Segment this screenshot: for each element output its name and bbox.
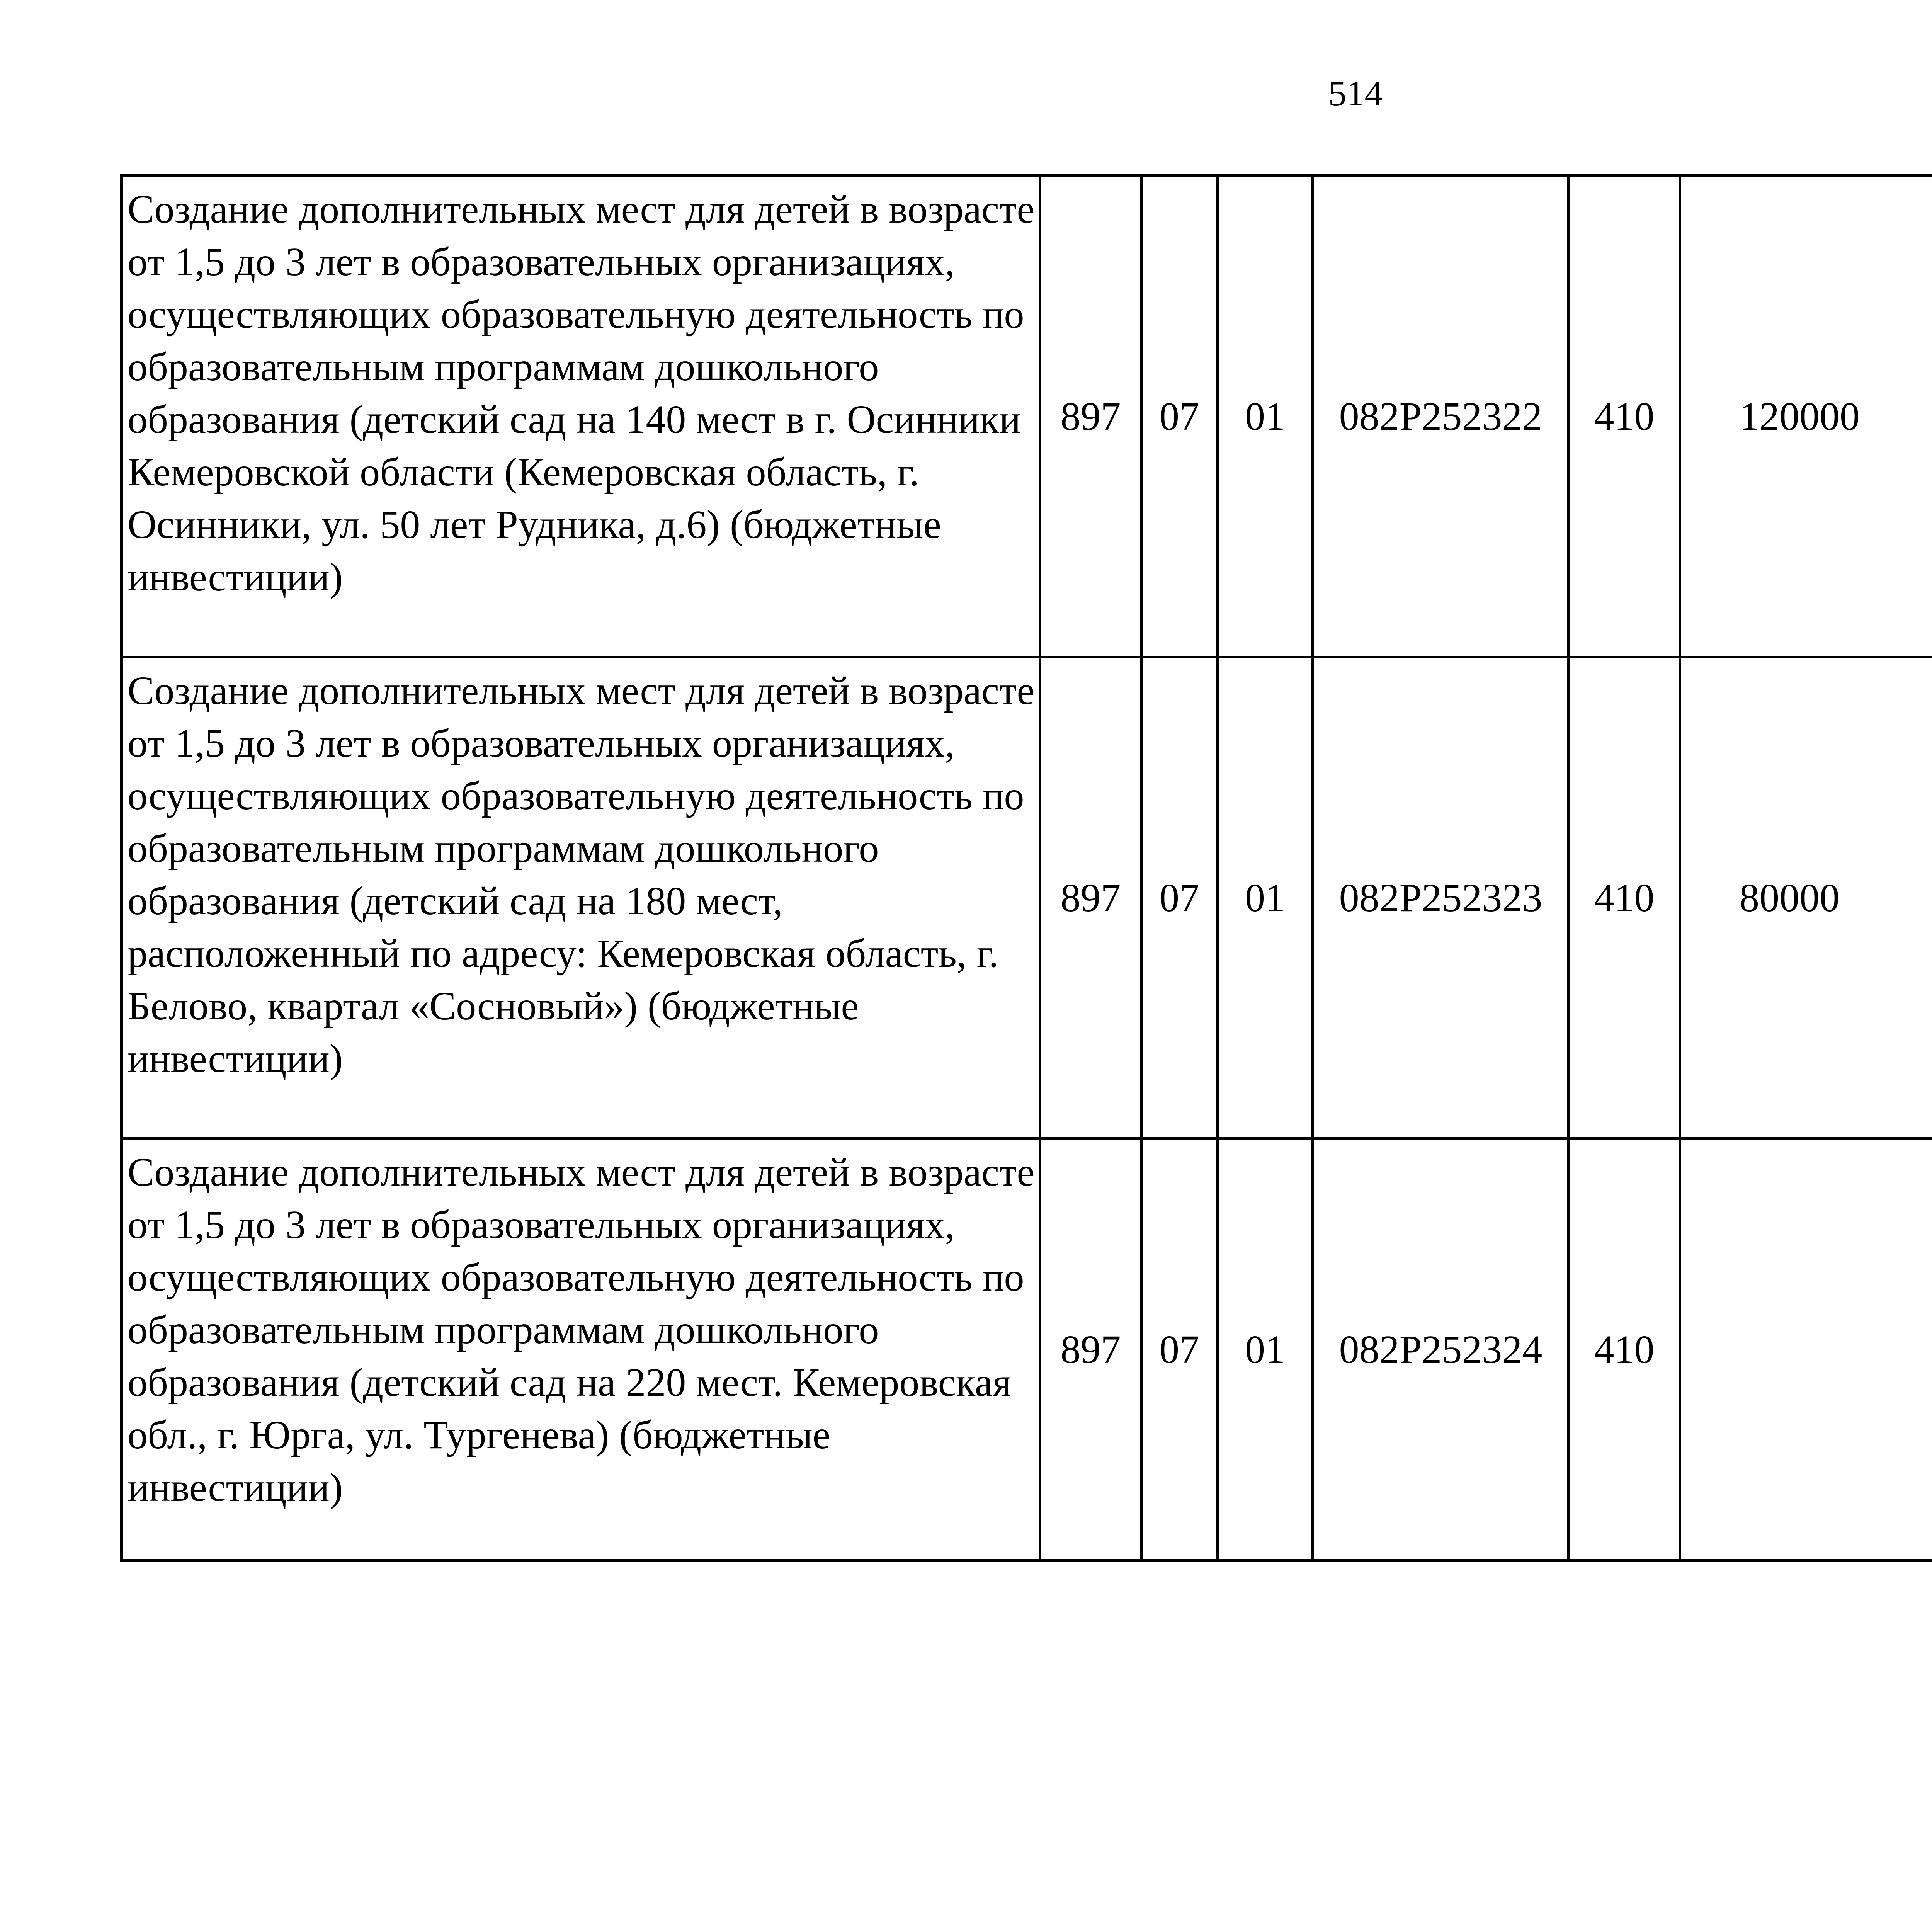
budget-table: [120, 174, 1932, 1562]
table-row: [122, 657, 1932, 1139]
expense-type-code: 410: [1569, 1139, 1680, 1561]
table-row: [122, 1139, 1932, 1561]
amount-year-1: 120000: [1680, 176, 1932, 657]
row-description: Создание дополнительных мест для детей в возрасте от 1,5 до 3 лет в образовательных организациях, осуществляющих образовательную деятельность по образовательным программам дошкольного образования (детский сад на 180 мест, расположенный по адресу: Кемеровская область, г. Белово, квартал «Сосновый») (бюджетные инвестиции): [122, 657, 1040, 1139]
expense-type-code: 410: [1569, 176, 1680, 657]
ministry-code: 897: [1040, 1139, 1141, 1561]
subsection-code: 01: [1218, 657, 1313, 1139]
row-description: Создание дополнительных мест для детей в возрасте от 1,5 до 3 лет в образовательных организациях, осуществляющих образовательную деятельность по образовательным программам дошкольного образования (детский сад на 220 мест. Кемеровская обл., г. Юрга, ул. Тургенева) (бюджетные инвестиции): [122, 1139, 1040, 1561]
target-article-code: 082P252323: [1313, 657, 1569, 1139]
row-description: Создание дополнительных мест для детей в возрасте от 1,5 до 3 лет в образовательных организациях, осуществляющих образовательную деятельность по образовательным программам дошкольного образования (детский сад на 140 мест в г. Осинники Кемеровской области (Кемеровская область, г. Осинники, ул. 50 лет Рудника, д.6) (бюджетные инвестиции): [122, 176, 1040, 657]
section-code: 07: [1141, 1139, 1218, 1561]
subsection-code: 01: [1218, 176, 1313, 657]
ministry-code: 897: [1040, 657, 1141, 1139]
table-row: [122, 176, 1932, 657]
target-article-code: 082P252322: [1313, 176, 1569, 657]
expense-type-code: 410: [1569, 657, 1680, 1139]
subsection-code: 01: [1218, 1139, 1313, 1561]
target-article-code: 082P252324: [1313, 1139, 1569, 1561]
amount-year-1: 80000: [1680, 657, 1932, 1139]
ministry-code: 897: [1040, 176, 1141, 657]
section-code: 07: [1141, 176, 1218, 657]
page-number: 514: [1328, 73, 1383, 114]
section-code: 07: [1141, 657, 1218, 1139]
amount-year-1: [1680, 1139, 1932, 1561]
